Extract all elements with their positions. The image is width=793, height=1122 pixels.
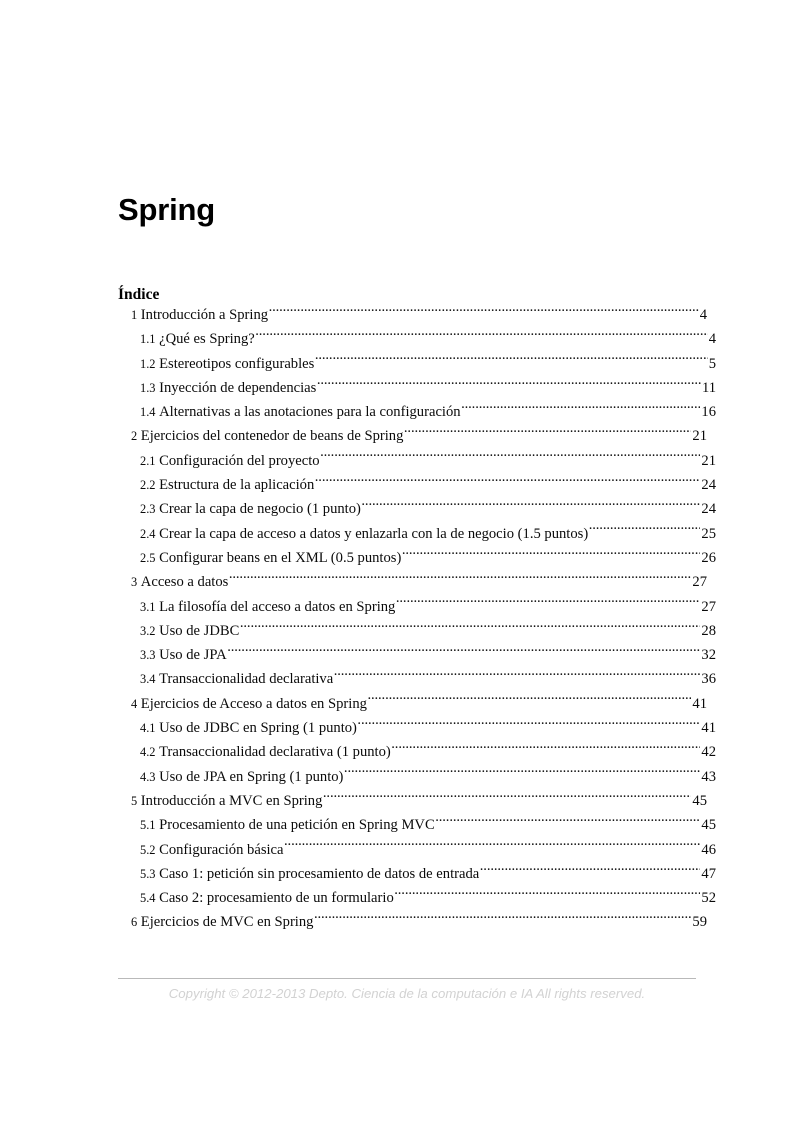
- toc-dot-leader: [344, 766, 700, 781]
- toc-dot-leader: [334, 669, 701, 684]
- toc-entry-label: Introducción a MVC en Spring: [140, 792, 323, 809]
- toc-entry-label: Crear la capa de acceso a datos y enlazarla con la de negocio (1.5 puntos): [159, 525, 589, 542]
- toc-entry-page-number: 24: [701, 501, 716, 518]
- toc-entry[interactable]: [118, 862, 716, 886]
- toc-entry-page-number: 42: [701, 744, 716, 761]
- toc-entry-number: 3.2: [140, 623, 156, 638]
- toc-dot-leader: [589, 523, 701, 538]
- toc-entry-label: Configurar beans en el XML (0.5 puntos): [159, 549, 402, 566]
- toc-entry-label: Transaccionalidad declarativa: [159, 671, 334, 688]
- toc-entry-number: 5.3: [140, 866, 156, 881]
- toc-entry-label: Acceso a datos: [140, 574, 229, 591]
- toc-entry-page-number: 4: [708, 331, 716, 348]
- toc-entry[interactable]: [118, 667, 716, 691]
- toc-entry-number: 4.2: [140, 745, 156, 760]
- toc-entry-number: 4: [131, 696, 138, 711]
- toc-entry-number: 2.5: [140, 550, 156, 565]
- toc-dot-leader: [361, 499, 700, 514]
- toc-entry-page-number: 25: [701, 525, 716, 542]
- toc-entry[interactable]: [118, 400, 716, 424]
- toc-entry-number: 5.1: [140, 818, 156, 833]
- toc-dot-leader: [284, 839, 700, 854]
- toc-entry-number: 5: [131, 793, 138, 808]
- toc-entry-number: 1.2: [140, 356, 156, 371]
- toc-entry-page-number: 47: [701, 865, 716, 882]
- toc-entry-label: Transaccionalidad declarativa (1 punto): [159, 744, 391, 761]
- toc-dot-leader: [461, 402, 700, 417]
- toc-entry[interactable]: [118, 692, 707, 716]
- toc-entry-number: 3.4: [140, 672, 156, 687]
- toc-entry-label: Configuración básica: [159, 841, 284, 858]
- toc-dot-leader: [255, 329, 707, 344]
- toc-entry[interactable]: [118, 303, 707, 327]
- toc-dot-leader: [315, 353, 708, 368]
- toc-dot-leader: [227, 645, 700, 660]
- toc-entry-label: Uso de JDBC en Spring (1 punto): [159, 720, 357, 737]
- toc-entry-label: Caso 1: petición sin procesamiento de datos de entrada: [159, 865, 480, 882]
- toc-entry-page-number: 46: [701, 841, 716, 858]
- toc-dot-leader: [435, 815, 700, 830]
- toc-entry-page-number: 45: [701, 817, 716, 834]
- toc-dot-leader: [396, 596, 701, 611]
- toc-entry-page-number: 27: [692, 574, 707, 591]
- toc-dot-leader: [229, 572, 692, 587]
- toc-entry-page-number: 41: [701, 720, 716, 737]
- toc-entry-page-number: 21: [692, 428, 707, 445]
- toc-entry[interactable]: [118, 449, 716, 473]
- toc-entry[interactable]: [118, 910, 707, 934]
- toc-entry-page-number: 52: [701, 890, 716, 907]
- toc-entry[interactable]: [118, 424, 707, 448]
- toc-entry-label: Uso de JDBC: [159, 622, 240, 639]
- toc-dot-leader: [404, 426, 692, 441]
- toc-dot-leader: [317, 377, 701, 392]
- toc-entry-page-number: 32: [701, 647, 716, 664]
- footer-divider: [118, 978, 696, 979]
- toc-entry-page-number: 27: [701, 598, 716, 615]
- toc-entry-number: 2.3: [140, 502, 156, 517]
- toc-entry-page-number: 28: [701, 622, 716, 639]
- toc-entry-number: 4.3: [140, 769, 156, 784]
- toc-entry-number: 1.3: [140, 380, 156, 395]
- toc-entry-label: Ejercicios de Acceso a datos en Spring: [140, 695, 367, 712]
- toc-entry-number: 1.4: [140, 405, 156, 420]
- toc-heading: Índice: [118, 285, 160, 303]
- table-of-contents: [118, 303, 716, 935]
- toc-entry-number: 2.1: [140, 453, 156, 468]
- toc-entry[interactable]: [118, 522, 716, 546]
- toc-entry-number: 5.4: [140, 891, 156, 906]
- toc-entry-label: Ejercicios de MVC en Spring: [140, 914, 314, 931]
- toc-entry-label: Procesamiento de una petición en Spring MVC: [159, 817, 435, 834]
- toc-entry-page-number: 24: [701, 477, 716, 494]
- toc-dot-leader: [240, 620, 701, 635]
- toc-entry[interactable]: [118, 886, 716, 910]
- toc-dot-leader: [269, 304, 699, 319]
- toc-entry-number: 2.2: [140, 478, 156, 493]
- toc-entry-label: Estereotipos configurables: [159, 355, 315, 372]
- toc-entry[interactable]: [118, 546, 716, 570]
- toc-entry-label: Crear la capa de negocio (1 punto): [159, 501, 361, 518]
- toc-entry-number: 1.1: [140, 332, 156, 347]
- toc-entry-number: 4.1: [140, 721, 156, 736]
- toc-entry-number: 2.4: [140, 526, 156, 541]
- toc-entry[interactable]: [118, 327, 716, 351]
- toc-entry-page-number: 21: [701, 452, 716, 469]
- toc-entry-page-number: 16: [701, 404, 716, 421]
- toc-dot-leader: [480, 863, 701, 878]
- toc-entry-page-number: 45: [692, 792, 707, 809]
- toc-entry-page-number: 4: [699, 307, 707, 323]
- footer-copyright: Copyright © 2012-2013 Depto. Ciencia de la computación e IA All rights reserved.: [168, 986, 646, 1001]
- toc-entry-label: Inyección de dependencias: [159, 379, 317, 396]
- toc-entry-number: 5.2: [140, 842, 156, 857]
- toc-entry[interactable]: [118, 643, 716, 667]
- toc-entry[interactable]: [118, 352, 716, 376]
- toc-entry[interactable]: [118, 376, 716, 400]
- toc-dot-leader: [315, 474, 701, 489]
- toc-entry-number: 1: [131, 308, 138, 322]
- toc-entry-page-number: 26: [701, 549, 716, 566]
- toc-entry-label: Configuración del proyecto: [159, 452, 320, 469]
- toc-entry[interactable]: [118, 789, 707, 813]
- toc-dot-leader: [357, 717, 700, 732]
- toc-entry[interactable]: [118, 716, 716, 740]
- toc-dot-leader: [402, 547, 701, 562]
- page-title: Spring: [118, 191, 215, 227]
- toc-entry-label: Introducción a Spring: [140, 307, 269, 323]
- toc-entry-label: Uso de JPA: [159, 647, 227, 664]
- toc-entry-page-number: 11: [701, 379, 716, 396]
- toc-entry-label: Uso de JPA en Spring (1 punto): [159, 768, 344, 785]
- toc-dot-leader: [314, 912, 691, 927]
- toc-entry-label: ¿Qué es Spring?: [159, 331, 255, 348]
- toc-entry[interactable]: [118, 619, 716, 643]
- toc-entry-page-number: 36: [701, 671, 716, 688]
- toc-entry[interactable]: [118, 595, 716, 619]
- toc-entry-label: Ejercicios del contenedor de beans de Spring: [140, 428, 404, 445]
- toc-dot-leader: [323, 790, 692, 805]
- toc-entry-label: Estructura de la aplicación: [159, 477, 315, 494]
- toc-entry-label: La filosofía del acceso a datos en Spring: [159, 598, 396, 615]
- toc-entry[interactable]: [118, 813, 716, 837]
- toc-entry-page-number: 59: [692, 914, 707, 931]
- toc-entry-number: 3.1: [140, 599, 156, 614]
- toc-entry[interactable]: [118, 765, 716, 789]
- toc-entry-page-number: 41: [692, 695, 707, 712]
- toc-entry-page-number: 43: [701, 768, 716, 785]
- toc-entry-label: Alternativas a las anotaciones para la configuración: [159, 404, 461, 421]
- toc-dot-leader: [394, 888, 700, 903]
- toc-entry-number: 2: [131, 429, 138, 444]
- toc-entry-number: 6: [131, 915, 138, 930]
- toc-entry[interactable]: [118, 740, 716, 764]
- toc-entry-number: 3.3: [140, 648, 156, 663]
- toc-entry-number: 3: [131, 575, 138, 590]
- toc-entry-page-number: 5: [708, 355, 716, 372]
- toc-entry-label: Caso 2: procesamiento de un formulario: [159, 890, 394, 907]
- toc-entry[interactable]: [118, 570, 707, 594]
- toc-dot-leader: [320, 450, 700, 465]
- toc-dot-leader: [391, 742, 700, 757]
- toc-entry[interactable]: [118, 497, 716, 521]
- toc-entry[interactable]: [118, 473, 716, 497]
- toc-dot-leader: [367, 693, 691, 708]
- toc-entry[interactable]: [118, 838, 716, 862]
